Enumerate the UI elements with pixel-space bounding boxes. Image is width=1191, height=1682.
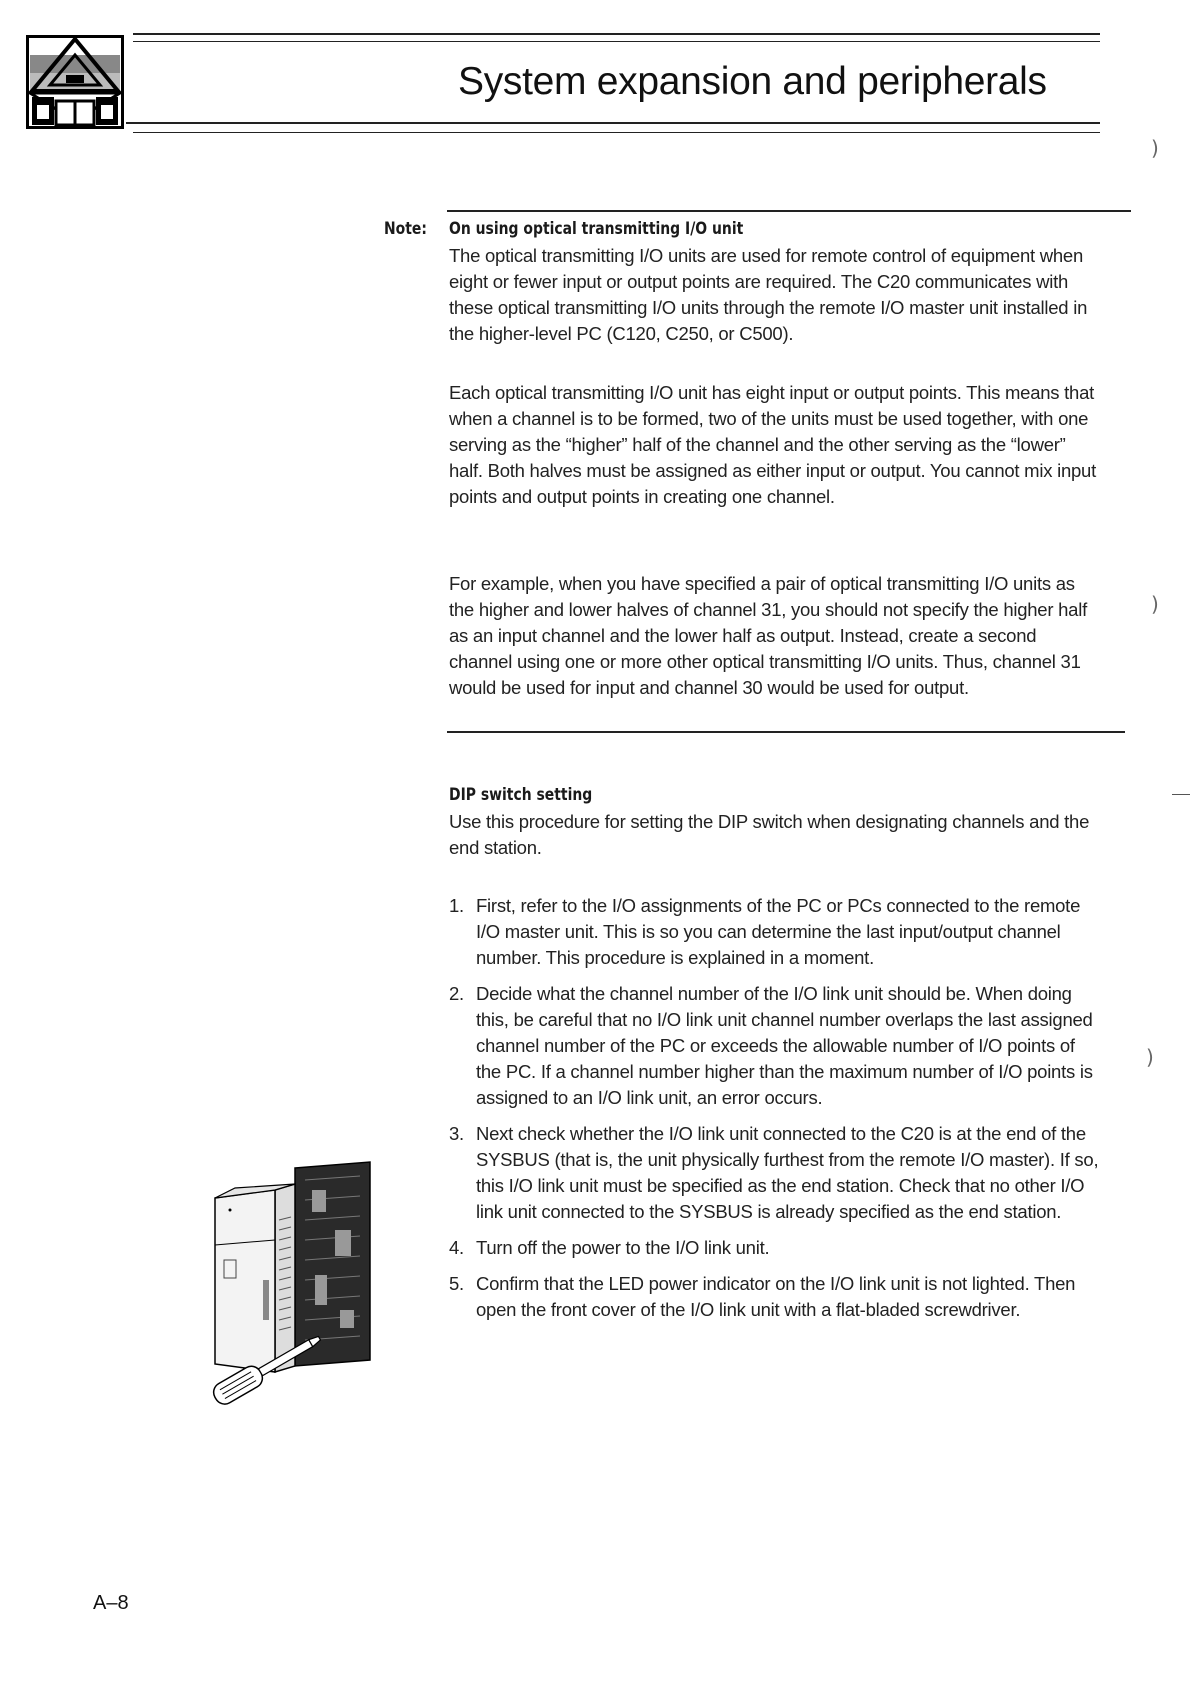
header-rule-bottom bbox=[126, 122, 1100, 124]
step-text: Confirm that the LED power indicator on the I/O link unit is not lighted. Then open the front cover of the I/O link unit with a flat-bladed screwdriver. bbox=[476, 1273, 1076, 1320]
header-rule-top-2 bbox=[133, 41, 1100, 42]
triangle-house-logo-icon bbox=[26, 35, 124, 129]
io-link-unit-and-screwdriver-icon bbox=[200, 1160, 380, 1450]
dip-section-intro: Use this procedure for setting the DIP switch when designating channels and the end station. bbox=[449, 811, 1090, 858]
list-item bbox=[449, 893, 1101, 971]
step-number: 1. bbox=[449, 895, 464, 916]
note-label: Note: bbox=[384, 219, 427, 239]
page-title: System expansion and peripherals bbox=[458, 60, 1047, 103]
margin-mark: ) bbox=[1151, 136, 1159, 160]
note-bottom-rule bbox=[447, 731, 1125, 733]
header-rule-top bbox=[133, 33, 1100, 35]
step-number: 2. bbox=[449, 983, 464, 1004]
step-text: Decide what the channel number of the I/O link unit should be. When doing this, be careful that no I/O link unit channel number overlaps the last assigned channel number of the PC or exceeds the allowable number of I/O points of the PC. If a channel number higher than the maximum number of I/O points is assigned to an I/O link unit, an error occurs. bbox=[476, 983, 1093, 1108]
note-heading: On using optical transmitting I/O unit bbox=[449, 219, 744, 239]
step-number: 4. bbox=[449, 1237, 464, 1258]
list-item bbox=[449, 1235, 1101, 1261]
step-text: First, refer to the I/O assignments of the PC or PCs connected to the remote I/O master unit. This is so you can determine the last input/output channel number. This procedure is explained in a moment. bbox=[476, 895, 1081, 968]
list-item bbox=[449, 1271, 1101, 1323]
procedure-steps bbox=[449, 893, 1101, 1333]
list-item bbox=[449, 981, 1101, 1111]
list-item bbox=[449, 1121, 1101, 1225]
note-top-rule bbox=[447, 210, 1131, 212]
note-paragraph-2: Each optical transmitting I/O unit has eight input or output points. This means that when a channel is to be formed, two of the units must be used together, with one serving as the “higher” half of the channel and the other serving as the “lower” half. Both halves must be assigned as either input or output. You cannot mix input points and output points in creating one channel. bbox=[449, 382, 1096, 507]
margin-mark: ) bbox=[1151, 592, 1159, 616]
margin-mark bbox=[1172, 794, 1190, 795]
header-rule-bottom-2 bbox=[133, 132, 1100, 133]
note-paragraph-1: The optical transmitting I/O units are used for remote control of equipment when eight or fewer input or output points are required. The C20 communicates with these optical transmitting I/O units through the remote I/O master unit installed in the higher-level PC (C120, C250, or C500). bbox=[449, 245, 1088, 344]
step-number: 3. bbox=[449, 1123, 464, 1144]
page-number: A–8 bbox=[93, 1592, 129, 1614]
dip-section-heading: DIP switch setting bbox=[449, 785, 593, 805]
step-text: Next check whether the I/O link unit connected to the C20 is at the end of the SYSBUS (that is, the unit physically furthest from the remote I/O master). If so, this I/O link unit must be specified as the end station. Check that no other I/O link unit connected to the SYSBUS is already specified as the end station. bbox=[476, 1123, 1099, 1222]
step-number: 5. bbox=[449, 1273, 464, 1294]
margin-mark: ) bbox=[1146, 1045, 1154, 1069]
note-paragraph-3: For example, when you have specified a pair of optical transmitting I/O units as the higher and lower halves of channel 31, you should not specify the higher half as an input channel and the lower half as output. Instead, create a second channel using one or more other optical transmitting I/O units. Thus, channel 31 would be used for input and channel 30 would be used for output. bbox=[449, 573, 1087, 698]
step-text: Turn off the power to the I/O link unit. bbox=[476, 1237, 770, 1258]
